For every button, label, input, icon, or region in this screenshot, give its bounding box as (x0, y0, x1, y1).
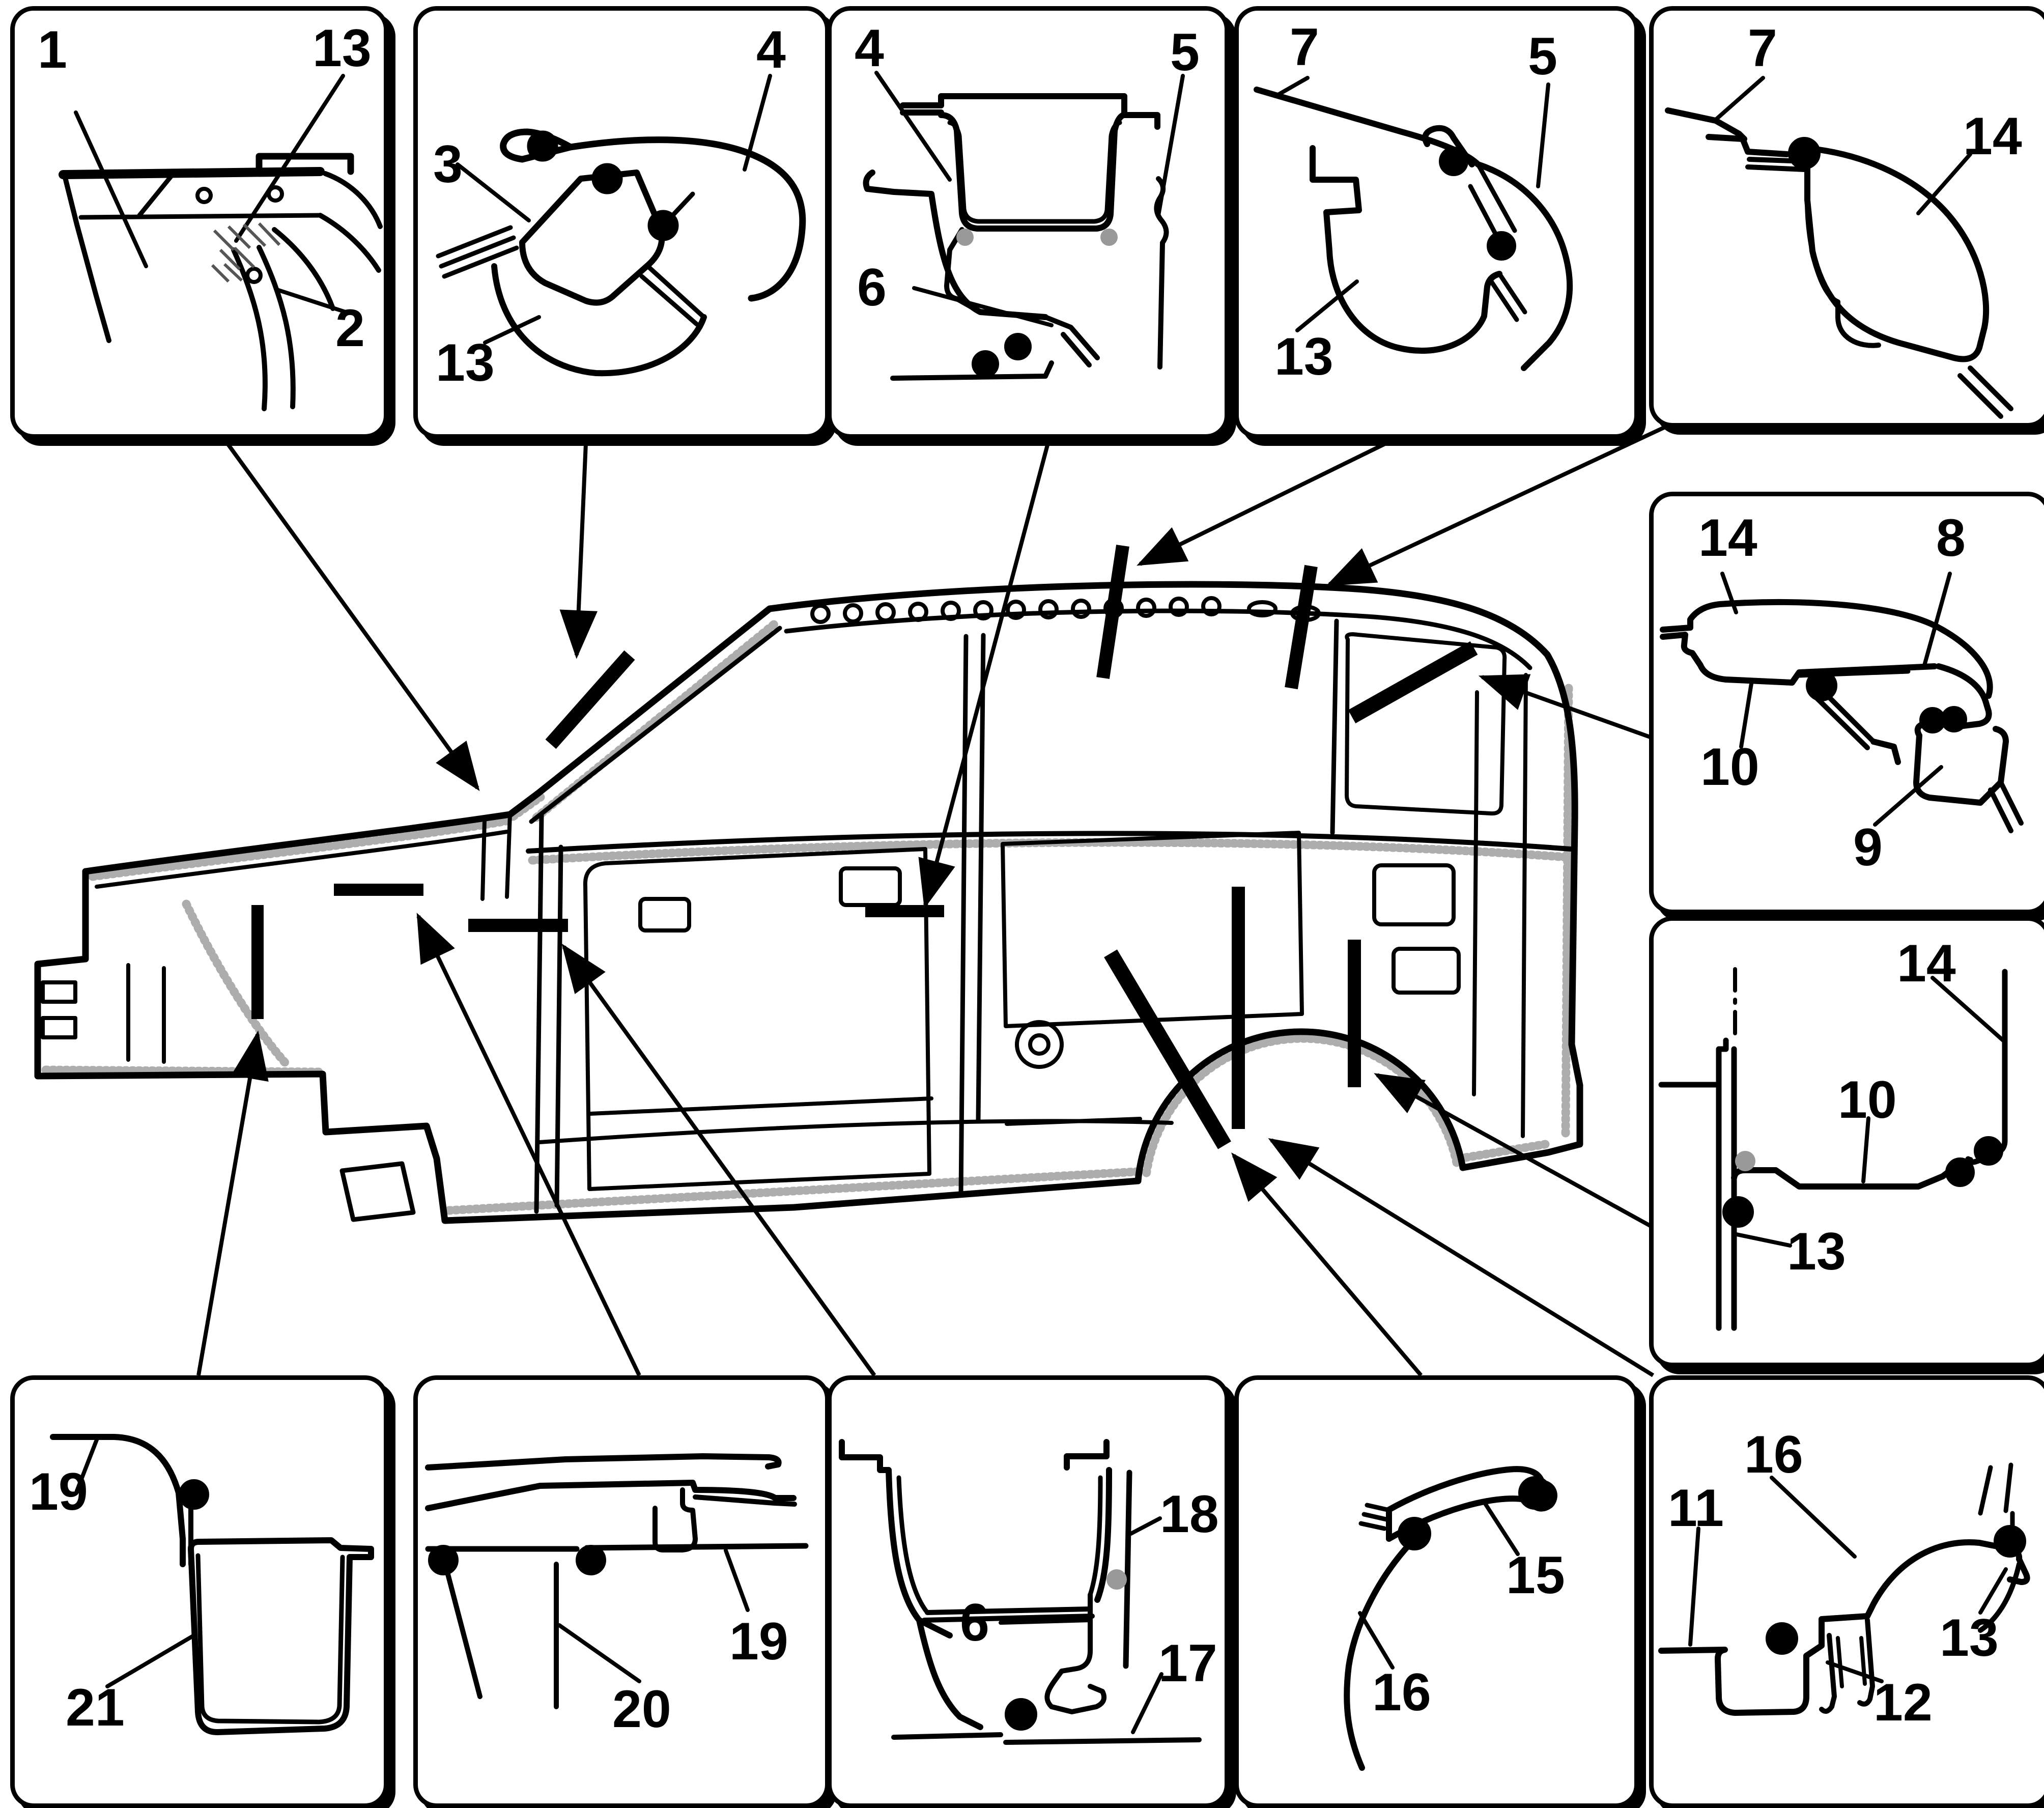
callout-box-quarter-lower (1649, 916, 2044, 1367)
part-number-label: 15 (1506, 1546, 1565, 1605)
part-number-label: 16 (1744, 1425, 1803, 1484)
part-number-label: 21 (66, 1678, 125, 1737)
part-number-label: 14 (1963, 107, 2022, 166)
part-number-label: 17 (1158, 1634, 1217, 1693)
part-number-label: 6 (857, 258, 887, 317)
part-number-label: 20 (612, 1680, 671, 1739)
part-number-label: 6 (960, 1593, 989, 1652)
part-number-label: 13 (1940, 1608, 1999, 1668)
cross-section-sketch (1654, 1380, 2044, 1803)
part-number-label: 19 (729, 1612, 788, 1671)
part-number-label: 4 (756, 20, 786, 79)
callout-box-rocker-rear (827, 1375, 1229, 1808)
callout-box-cowl-top-view (10, 6, 388, 439)
callout-box-d-pillar-upper (1649, 6, 2044, 428)
part-number-label: 16 (1372, 1663, 1431, 1722)
part-number-label: 9 (1853, 818, 1883, 877)
stipple-shading (46, 623, 1569, 1210)
part-number-label: 7 (1748, 19, 1777, 78)
part-number-label: 5 (1170, 23, 1200, 82)
part-number-label: 10 (1700, 738, 1759, 797)
callout-box-rocker-front (827, 6, 1229, 439)
cross-section-sketch (832, 11, 1225, 434)
cross-section-sketch (15, 1380, 384, 1803)
part-number-label: 1 (38, 20, 67, 79)
part-number-label: 13 (313, 19, 372, 78)
cross-section-sketch (832, 1380, 1225, 1803)
cross-section-sketch (1654, 921, 2044, 1363)
callout-box-front-rail (10, 1375, 388, 1808)
cross-section-sketch (1654, 11, 2044, 423)
cross-section-sketch (418, 1380, 825, 1803)
part-number-label: 14 (1698, 508, 1757, 568)
part-number-label: 4 (855, 19, 884, 78)
callout-box-wheelhouse (1234, 1375, 1639, 1808)
part-number-label: 7 (1290, 18, 1319, 77)
part-number-label: 11 (1668, 1479, 1724, 1538)
part-number-label: 2 (335, 299, 365, 358)
car-body-outline (38, 584, 1580, 1221)
part-number-label: 13 (1274, 327, 1333, 386)
callout-box-floor-front (413, 1375, 830, 1808)
part-number-label: 13 (436, 333, 495, 392)
callout-box-c-pillar (1234, 6, 1639, 439)
part-number-label: 18 (1160, 1485, 1219, 1544)
cross-section-sketch (1239, 1380, 1634, 1803)
callout-box-a-pillar (413, 6, 830, 439)
callout-box-quarter-upper (1649, 492, 2044, 914)
part-number-label: 19 (29, 1462, 88, 1521)
part-number-label: 14 (1897, 934, 1956, 993)
section-marker-d-pillar (1352, 648, 1474, 717)
part-number-label: 10 (1838, 1070, 1897, 1129)
part-number-label: 8 (1936, 508, 1966, 568)
part-number-label: 3 (433, 135, 463, 194)
part-number-label: 5 (1528, 27, 1557, 86)
part-number-label: 13 (1787, 1222, 1846, 1281)
callout-box-rear-floor (1649, 1375, 2044, 1808)
part-number-label: 12 (1873, 1673, 1933, 1732)
